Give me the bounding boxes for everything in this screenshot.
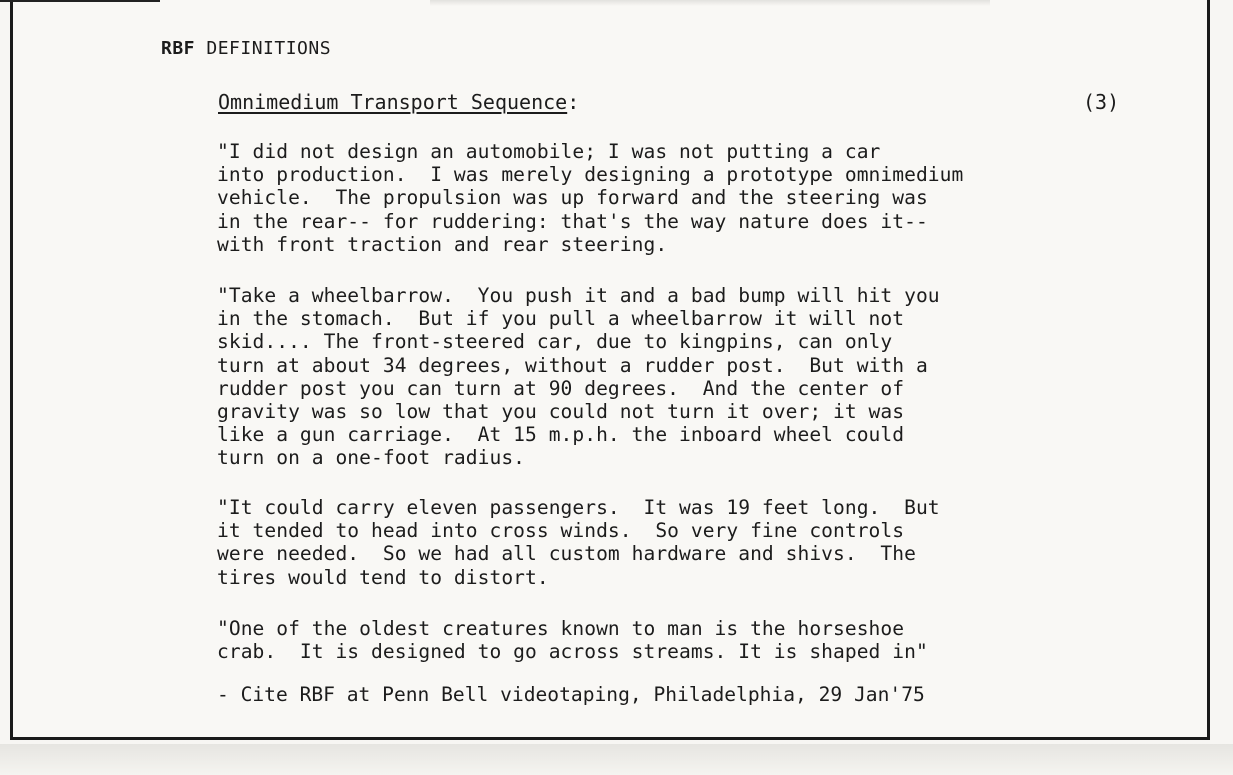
document-heading	[161, 38, 331, 59]
citation: - Cite RBF at Penn Bell videotaping, Philadelphia, 29 Jan'75	[217, 683, 925, 706]
subtitle-colon: :	[567, 90, 580, 114]
quote-paragraph-4: "One of the oldest creatures known to man is the horseshoe crab. It is designed to go across streams. It is shaped in"	[217, 617, 928, 664]
heading-title: DEFINITIONS	[206, 38, 332, 59]
quote-paragraph-3: "It could carry eleven passengers. It was 19 feet long. But it tended to head into cross winds. So very fine controls were needed. So we had all custom hardware and shivs. The tires would tend to distort.	[217, 496, 940, 589]
subtitle-text: Omnimedium Transport Sequence	[218, 90, 568, 114]
entry-subtitle	[218, 90, 579, 114]
page-number: (3)	[1083, 90, 1120, 114]
scan-smudge	[430, 0, 990, 6]
heading-org: RBF	[161, 38, 196, 59]
quote-paragraph-1: "I did not design an automobile; I was not putting a car into production. I was merely designing a prototype omnimedium vehicle. The propulsion was up forward and the steering was in the rear-- for ruddering: that's the way nature does it-- with front traction and rear steering.	[217, 140, 964, 256]
quote-paragraph-2: "Take a wheelbarrow. You push it and a bad bump will hit you in the stomach. But if you pull a wheelbarrow it will not skid.... The front-steered car, due to kingpins, can only turn at about 34 degrees, without a rudder post. But with a rudder post you can turn at 90 degrees. And the center of gravity was so low that you could not turn it over; it was like a gun carriage. At 15 m.p.h. the inboard wheel could turn on a one-foot radius.	[217, 284, 940, 470]
scan-bottom-margin	[0, 744, 1233, 775]
card-top-edge	[0, 0, 160, 2]
